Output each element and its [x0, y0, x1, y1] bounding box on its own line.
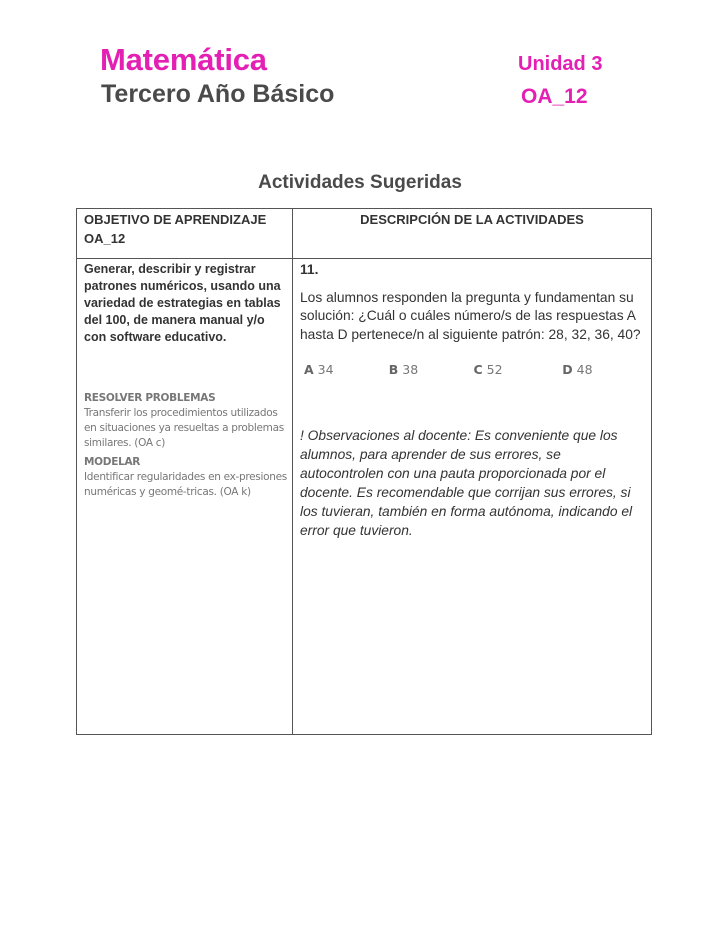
description-cell: [293, 259, 652, 735]
activity-statement: Los alumnos responden la pregunta y fundamentan su solución: ¿Cuál o cuáles número/s de las respuestas A hasta D pertenece/n al siguiente patrón: 28, 32, 36, 40?: [300, 289, 641, 342]
objective-text: Generar, describir y registrar patrones numéricos, usando una variedad de estrategias en tablas del 100, de manera manual y/o con software educativo.: [84, 262, 281, 344]
skills-box: [84, 391, 288, 500]
option-c: [469, 361, 558, 380]
table-row: [77, 259, 652, 735]
option-value: 52: [486, 362, 503, 377]
subject-title: Matemática: [100, 42, 267, 77]
grade-subtitle: Tercero Año Básico: [101, 80, 335, 108]
objective-code-label: OA_12: [521, 85, 588, 108]
unit-label: Unidad 3: [518, 53, 603, 75]
objective-cell: [77, 259, 293, 735]
skill-text: Identificar regularidades en ex-presiones numéricas y geomé-tricas. (OA k): [84, 471, 287, 498]
skill-text: Transferir los procedimientos utilizados en situaciones ya resueltas a problemas similares. (OA c): [84, 407, 284, 449]
skill-modelar: [84, 455, 288, 500]
option-value: 48: [576, 362, 593, 377]
skill-title: MODELAR: [84, 456, 141, 468]
option-b: [385, 361, 470, 380]
option-value: 38: [402, 362, 419, 377]
option-value: 34: [317, 362, 334, 377]
option-letter: C: [473, 362, 483, 377]
header-objective: OBJETIVO DE APRENDIZAJE OA_12: [77, 209, 293, 259]
skill-resolver-problemas: [84, 391, 288, 451]
skill-title: RESOLVER PROBLEMAS: [84, 392, 216, 404]
answer-options: [300, 361, 643, 380]
option-letter: D: [562, 362, 573, 377]
option-d: [558, 361, 643, 380]
activity-number: 11.: [300, 262, 319, 277]
teacher-observations: ! Observaciones al docente: Es conveniente que los alumnos, para aprender de sus errores, se autocontrolen con una pauta proporcionada por el docente. Es recomendable que corrijan sus errores, si los tuvieran, también en forma autónoma, indicando el error que tuvieron.: [300, 427, 633, 538]
table-header-row: [77, 209, 652, 259]
header-description: DESCRIPCIÓN DE LA ACTIVIDADES: [293, 209, 652, 259]
option-letter: B: [388, 362, 399, 377]
activities-table: [76, 208, 652, 735]
option-a: [300, 361, 385, 380]
section-title: Actividades Sugeridas: [258, 172, 462, 193]
option-letter: A: [304, 362, 314, 377]
